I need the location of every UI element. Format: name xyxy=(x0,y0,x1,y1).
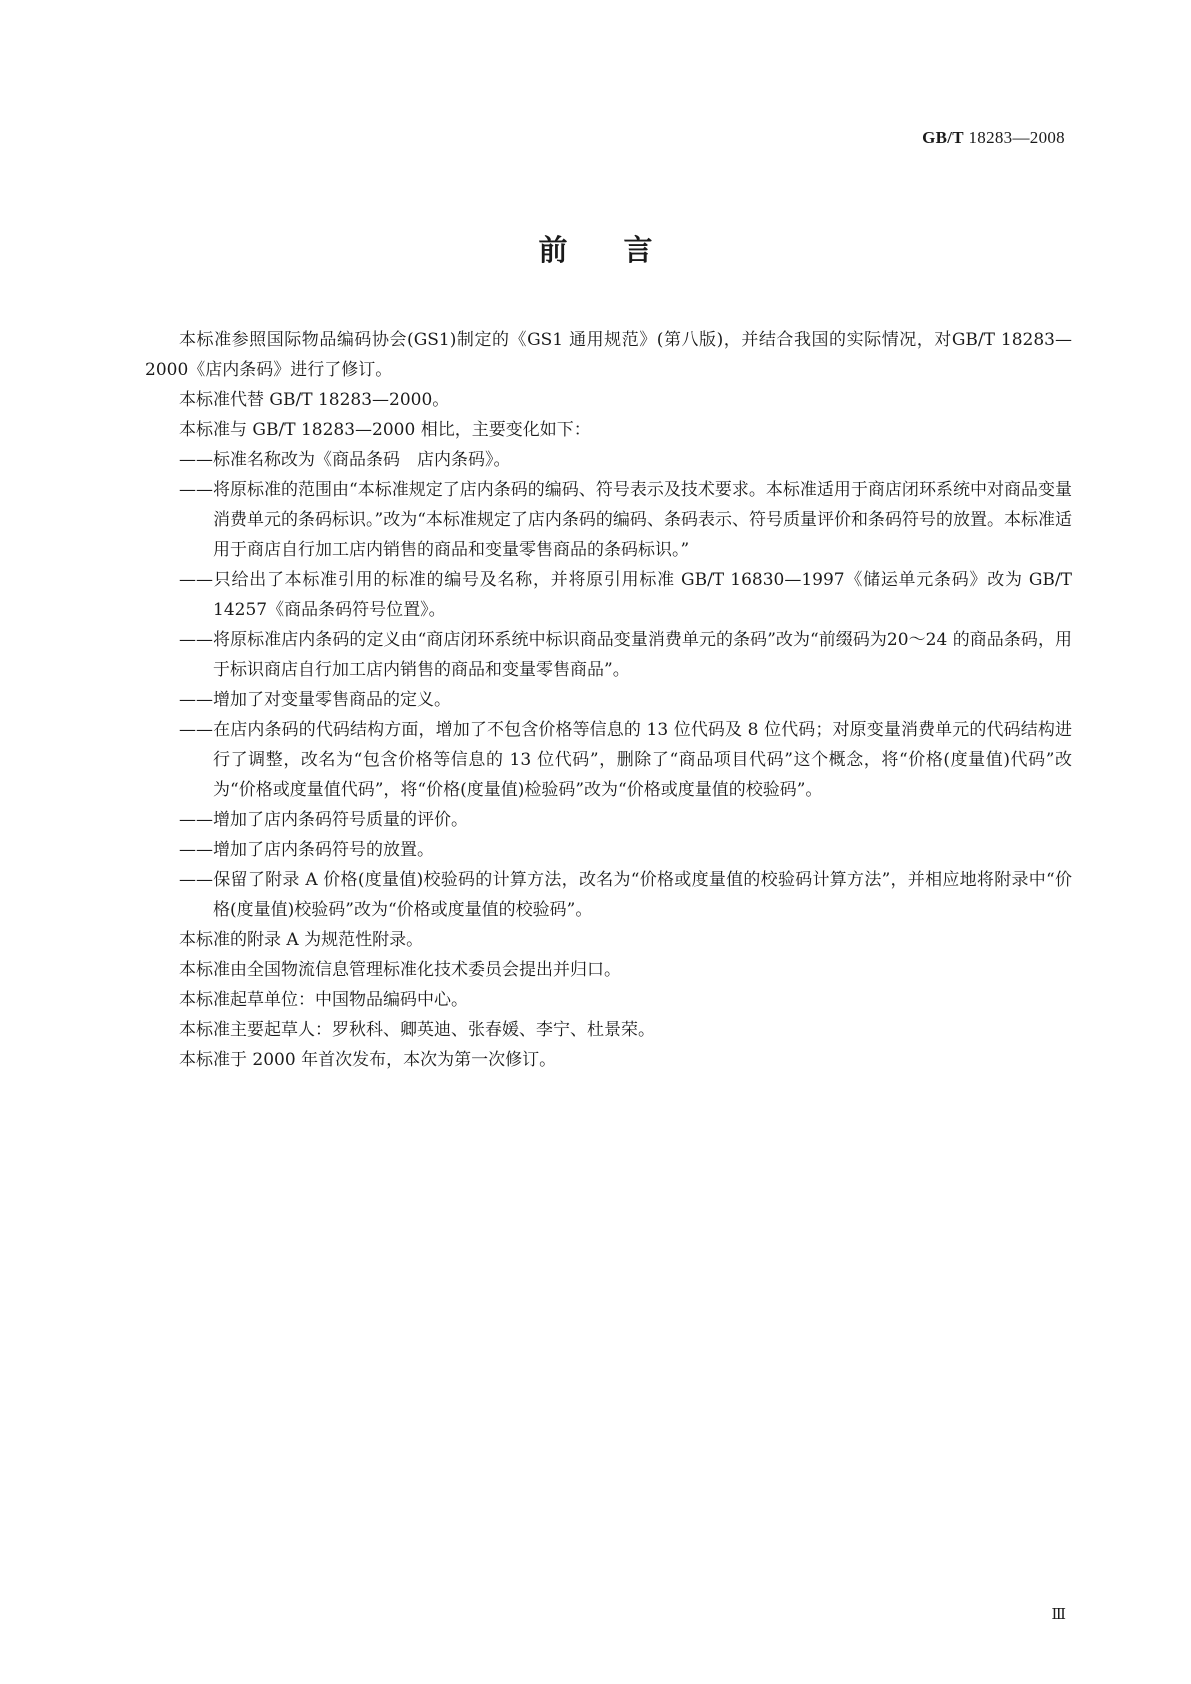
change-item: ——在店内条码的代码结构方面，增加了不包含价格等信息的 13 位代码及 8 位代码；对原变量消费单元的代码结构进行了调整，改名为“包含价格等信息的 13 位代码”，删除了“商品项目代码”这个概念，将“价格(度量值)代码”改为“价格或度量值代码”，将“价格(度量值)检验码”改为“价格或度量值的校验码”。 xyxy=(179,720,1072,800)
change-item: ——增加了店内条码符号质量的评价。 xyxy=(179,810,468,830)
foreword-body xyxy=(145,325,1072,1075)
appendix-paragraph: 本标准的附录 A 为规范性附录。 xyxy=(179,930,424,950)
drafters-paragraph: 本标准主要起草人：罗秋科、卿英迪、张春媛、李宁、杜景荣。 xyxy=(179,1020,655,1040)
change-item: ——保留了附录 A 价格(度量值)校验码的计算方法，改名为“价格或度量值的校验码计算方法”，并相应地将附录中“价格(度量值)校验码”改为“价格或度量值的校验码”。 xyxy=(179,870,1072,920)
replaces-paragraph: 本标准代替 GB/T 18283—2000。 xyxy=(179,390,450,410)
change-item: ——只给出了本标准引用的标准的编号及名称，并将原引用标准 GB/T 16830—1997《储运单元条码》改为 GB/T 14257《商品条码符号位置》。 xyxy=(179,570,1072,620)
proposer-paragraph: 本标准由全国物流信息管理标准化技术委员会提出并归口。 xyxy=(179,960,621,980)
change-item: ——标准名称改为《商品条码 店内条码》。 xyxy=(179,450,511,470)
drafting-unit-paragraph: 本标准起草单位：中国物品编码中心。 xyxy=(179,990,468,1010)
change-item: ——增加了店内条码符号的放置。 xyxy=(179,840,434,860)
change-item: ——将原标准店内条码的定义由“商店闭环系统中标识商品变量消费单元的条码”改为“前缀码为20～24 的商品条码，用于标识商店自行加工店内销售的商品和变量零售商品”。 xyxy=(179,630,1072,680)
standard-code-number: 18283—2008 xyxy=(963,128,1065,147)
standard-code xyxy=(922,128,1065,148)
change-item: ——将原标准的范围由“本标准规定了店内条码的编码、符号表示及技术要求。本标准适用于商店闭环系统中对商品变量消费单元的条码标识。”改为“本标准规定了店内条码的编码、条码表示、符号质量评价和条码符号的放置。本标准适用于商店自行加工店内销售的商品和变量零售商品的条码标识。” xyxy=(179,480,1072,560)
changes-intro-paragraph: 本标准与 GB/T 18283—2000 相比，主要变化如下： xyxy=(179,420,591,440)
change-item: ——增加了对变量零售商品的定义。 xyxy=(179,690,451,710)
history-paragraph: 本标准于 2000 年首次发布，本次为第一次修订。 xyxy=(179,1050,557,1070)
page-title: 前言 xyxy=(538,233,709,267)
page-number: Ⅲ xyxy=(1051,1607,1066,1623)
standard-code-prefix: GB/T xyxy=(922,128,964,147)
intro-paragraph: 本标准参照国际物品编码协会(GS1)制定的《GS1 通用规范》(第八版)，并结合我国的实际情况，对GB/T 18283—2000《店内条码》进行了修订。 xyxy=(145,330,1072,380)
